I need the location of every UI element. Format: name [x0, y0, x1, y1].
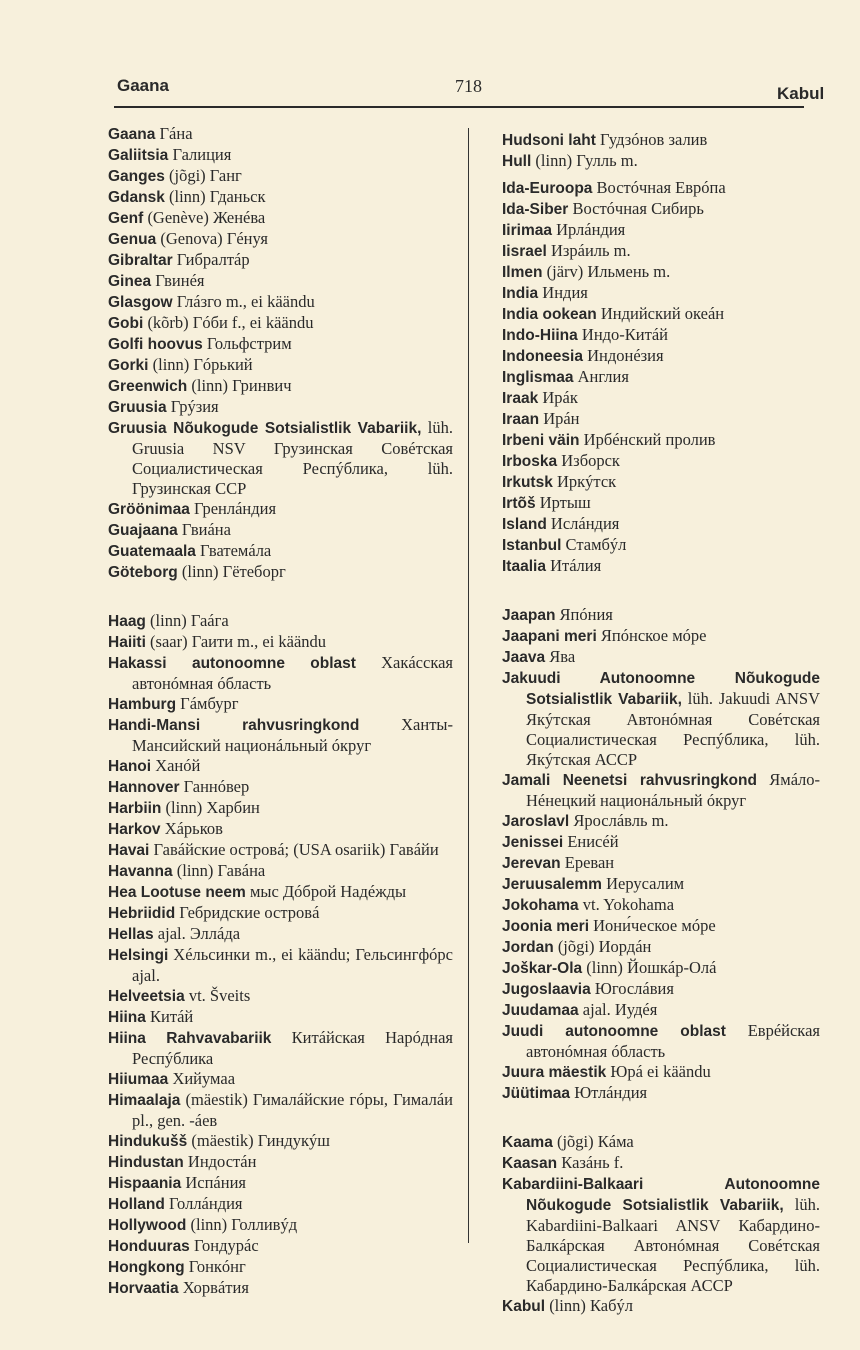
dictionary-entry [108, 777, 453, 798]
entry-translation: Ява [545, 647, 576, 666]
entry-translation: Гвинéя [151, 271, 205, 290]
entry-translation: Хийумаа [168, 1069, 236, 1088]
entry-headword: Galiitsia [108, 147, 169, 164]
dictionary-entry [502, 668, 820, 770]
dictionary-entry [502, 1062, 820, 1083]
dictionary-entry [108, 376, 453, 397]
entry-headword: Gruusia [108, 399, 167, 416]
entry-headword: Guajaana [108, 522, 178, 539]
column-divider [468, 128, 469, 1243]
entry-translation: Ямáло-Нéнецкий национáльный óкруг [526, 770, 820, 810]
entry-headword: Gorki [108, 357, 149, 374]
dictionary-entry [108, 187, 453, 208]
entry-translation: Гáна [155, 124, 193, 143]
entry-translation: (linn) Харбин [161, 798, 260, 817]
dictionary-entry [502, 958, 820, 979]
dictionary-entry [108, 520, 453, 541]
entry-headword: Golfi hoovus [108, 336, 203, 353]
entry-headword: Ilmen [502, 264, 543, 281]
entry-headword: Handi-Mansi rahvusringkond [108, 717, 360, 734]
entry-translation: (linn) Кабýл [545, 1296, 633, 1315]
entry-headword: Itaalia [502, 558, 546, 575]
dictionary-entry [502, 605, 820, 626]
dictionary-entry [108, 334, 453, 355]
entry-headword: Irtõš [502, 495, 536, 512]
entry-translation: lüh. Gruusia NSV Грузинская Совéтская Социалистическая Респýблика, lüh. Грузинская ССР [132, 418, 453, 498]
entry-headword: Greenwich [108, 378, 188, 395]
dictionary-entry [108, 397, 453, 418]
entry-translation: Хорвáтия [178, 1278, 249, 1297]
dictionary-entry [108, 715, 453, 756]
entry-headword: Harbiin [108, 800, 162, 817]
entry-headword: Hindukušš [108, 1133, 188, 1150]
entry-headword: Göteborg [108, 564, 178, 581]
entry-translation: Юрá ei käändu [606, 1062, 711, 1081]
entry-headword: Gobi [108, 315, 144, 332]
entry-translation: Ирáн [539, 409, 580, 428]
section-gap [502, 1104, 820, 1132]
entry-translation: (Genève) Женéва [143, 208, 266, 227]
dictionary-entry [502, 451, 820, 472]
dictionary-entry [108, 562, 453, 583]
entry-translation: Глáзго m., ei käändu [172, 292, 315, 311]
entry-headword: Glasgow [108, 294, 173, 311]
entry-headword: Joonia meri [502, 918, 589, 935]
entry-translation: Грýзия [166, 397, 219, 416]
entry-headword: Irkutsk [502, 474, 553, 491]
dictionary-entry [108, 418, 453, 499]
entry-translation: Ирлáндия [551, 220, 626, 239]
entry-translation: Ереван [560, 853, 615, 872]
entry-headword: Irbeni väin [502, 432, 580, 449]
entry-headword: Harkov [108, 821, 161, 838]
dictionary-entry [502, 895, 820, 916]
dictionary-entry [108, 1173, 453, 1194]
dictionary-entry [502, 626, 820, 647]
entry-translation: Индо-Китáй [577, 325, 668, 344]
dictionary-entry [502, 979, 820, 1000]
entry-headword: Himaalaja [108, 1092, 181, 1109]
section-gap [108, 583, 453, 611]
entry-headword: Iirimaa [502, 222, 552, 239]
entry-headword: India ookean [502, 306, 597, 323]
entry-translation: Енисéй [563, 832, 619, 851]
entry-headword: Iisrael [502, 243, 547, 260]
entry-translation: Гватемáла [195, 541, 272, 560]
entry-headword: Ida-Siber [502, 201, 569, 218]
running-head-left: Gaana [117, 76, 169, 95]
entry-headword: Jordan [502, 939, 554, 956]
section-gap [502, 577, 820, 605]
dictionary-entry [108, 840, 453, 861]
entry-translation: Гвиáна [177, 520, 231, 539]
entry-headword: Istanbul [502, 537, 562, 554]
entry-headword: Guatemaala [108, 543, 196, 560]
entry-translation: (linn) Голливýд [186, 1215, 298, 1234]
entry-translation: (linn) Гавáна [172, 861, 266, 880]
entry-translation: Иртыш [535, 493, 591, 512]
dictionary-entry [108, 541, 453, 562]
dictionary-entry [502, 178, 820, 199]
entry-translation: Изрáиль m. [546, 241, 631, 260]
entry-translation: Англия [573, 367, 629, 386]
entry-headword: Hellas [108, 926, 154, 943]
entry-headword: Jugoslaavia [502, 981, 591, 998]
entry-translation: Гренлáндия [189, 499, 277, 518]
entry-translation: Стамбýл [561, 535, 627, 554]
entry-headword: Gdansk [108, 189, 165, 206]
entry-headword: Havai [108, 842, 150, 859]
dictionary-entry [108, 124, 453, 145]
entry-headword: Jeruusalemm [502, 876, 602, 893]
entry-headword: Havanna [108, 863, 173, 880]
dictionary-entry [108, 611, 453, 632]
dictionary-entry [108, 1257, 453, 1278]
dictionary-entry [108, 1069, 453, 1090]
entry-headword: Jaapani meri [502, 628, 597, 645]
entry-headword: Joškar-Ola [502, 960, 583, 977]
dictionary-entry [108, 861, 453, 882]
entry-translation: Итáлия [545, 556, 602, 575]
dictionary-entry [108, 145, 453, 166]
entry-headword: Genua [108, 231, 157, 248]
dictionary-entry [108, 1236, 453, 1257]
entry-headword: Jaroslavl [502, 813, 570, 830]
dictionary-entry [502, 556, 820, 577]
entry-headword: Hudsoni laht [502, 132, 596, 149]
dictionary-entry [502, 472, 820, 493]
dictionary-entry [502, 130, 820, 151]
entry-translation: (linn) Гулль m. [531, 151, 638, 170]
entry-headword: Jamali Neenetsi rahvusringkond [502, 772, 757, 789]
dictionary-entry [108, 292, 453, 313]
entry-translation: Гавáйские островá; (USA osariik) Гавáйи [149, 840, 439, 859]
dictionary-entry [502, 937, 820, 958]
entry-translation: ajal. Иудéя [578, 1000, 658, 1019]
dictionary-entry [502, 1153, 820, 1174]
entry-headword: Hull [502, 153, 532, 170]
dictionary-entry [502, 430, 820, 451]
entry-translation: Гáмбург [176, 694, 239, 713]
dictionary-entry [108, 1152, 453, 1173]
entry-headword: Island [502, 516, 547, 533]
entry-headword: Kabardiini-Balkaari Autonoomne Nõukogude Sotsialistlik Vabariik, [502, 1176, 820, 1214]
dictionary-entry [108, 632, 453, 653]
entry-translation: Индийский океáн [596, 304, 725, 323]
dictionary-entry [502, 304, 820, 325]
dictionary-entry [108, 1278, 453, 1299]
dictionary-entry [108, 903, 453, 924]
entry-translation: (linn) Йошкáр-Олá [582, 958, 717, 977]
dictionary-entry [502, 151, 820, 172]
entry-translation: Востóчная Еврóпа [592, 178, 726, 197]
dictionary-entry [108, 1007, 453, 1028]
entry-translation: Китáй [145, 1007, 194, 1026]
entry-translation: Иони́ческое мóре [589, 916, 716, 935]
dictionary-entry [502, 409, 820, 430]
dictionary-entry [108, 1090, 453, 1131]
entry-headword: Hiina Rahvavabariik [108, 1030, 272, 1047]
entry-translation: Ислáндия [546, 514, 620, 533]
entry-headword: Hamburg [108, 696, 177, 713]
entry-headword: Jaava [502, 649, 546, 666]
entry-translation: Востóчная Сибирь [568, 199, 704, 218]
entry-translation: Ярослáвль m. [569, 811, 669, 830]
entry-headword: Inglismaa [502, 369, 574, 386]
entry-translation: Ирбéнский пролив [579, 430, 716, 449]
dictionary-entry [502, 1174, 820, 1296]
entry-headword: Gaana [108, 126, 156, 143]
dictionary-entry [502, 1296, 820, 1317]
entry-translation: Гибралтáр [172, 250, 250, 269]
entry-headword: Haag [108, 613, 146, 630]
entry-translation: (linn) Гаáга [145, 611, 229, 630]
entry-headword: Honduuras [108, 1238, 190, 1255]
dictionary-entry [108, 756, 453, 777]
entry-headword: Hea Lootuse neem [108, 884, 246, 901]
entry-translation: (linn) Гóрький [148, 355, 253, 374]
entry-headword: Ginea [108, 273, 152, 290]
entry-translation: (Genova) Гéнуя [156, 229, 268, 248]
entry-translation: Китáйская Нарóдная Респýблика [132, 1028, 453, 1068]
dictionary-entry [502, 514, 820, 535]
entry-headword: Indoneesia [502, 348, 583, 365]
dictionary-entry [502, 874, 820, 895]
entry-headword: Hindustan [108, 1154, 184, 1171]
entry-headword: Holland [108, 1196, 165, 1213]
dictionary-entry [502, 199, 820, 220]
dictionary-entry [108, 945, 453, 986]
entry-translation: Гондурáс [189, 1236, 259, 1255]
dictionary-entry [108, 499, 453, 520]
entry-translation: Галиция [168, 145, 232, 164]
dictionary-entry [502, 367, 820, 388]
dictionary-entry [108, 313, 453, 334]
entry-translation: Хáрьков [160, 819, 223, 838]
entry-translation: (jõgi) Ганг [164, 166, 242, 185]
entry-headword: Jerevan [502, 855, 561, 872]
entry-translation: (saar) Гаити m., ei käändu [145, 632, 327, 651]
entry-translation: (linn) Гданьск [164, 187, 266, 206]
entry-headword: Kaasan [502, 1155, 558, 1172]
dictionary-entry [502, 647, 820, 668]
dictionary-entry [108, 694, 453, 715]
entry-translation: vt. Šveits [184, 986, 251, 1005]
entry-translation: Хéльсинки m., ei käändu; Гельсингфóрс ajal. [132, 945, 453, 985]
entry-translation: Ганнóвер [179, 777, 250, 796]
entry-translation: Иерусалим [601, 874, 685, 893]
running-head-right: Kabul [777, 84, 825, 103]
entry-headword: Helveetsia [108, 988, 185, 1005]
entry-headword: Jakuudi Autonoomne Nõukogude Sotsialistlik Vabariik, [502, 670, 820, 708]
right-column [502, 130, 820, 1317]
dictionary-entry [108, 1215, 453, 1236]
entry-headword: Genf [108, 210, 144, 227]
entry-translation: (järv) Ильмень m. [542, 262, 671, 281]
entry-translation: (jõgi) Кáма [552, 1132, 634, 1151]
entry-headword: Hispaania [108, 1175, 182, 1192]
header-rule [114, 106, 804, 108]
entry-headword: Ganges [108, 168, 165, 185]
dictionary-entry [502, 1021, 820, 1062]
dictionary-entry [108, 653, 453, 694]
entry-headword: Jokohama [502, 897, 579, 914]
dictionary-entry [108, 229, 453, 250]
entry-translation: lüh. Jakuudi ANSV Якýтская Автонóмная Совéтская Социалистическая Респýблика, lüh. Якýтская АССР [526, 689, 820, 769]
entry-headword: Jenissei [502, 834, 564, 851]
entry-translation: Гебридские островá [175, 903, 320, 922]
entry-translation: Япóнское мóре [596, 626, 707, 645]
entry-headword: Juudamaa [502, 1002, 579, 1019]
dictionary-entry [108, 250, 453, 271]
dictionary-entry [502, 770, 820, 811]
entry-translation: Иркýтск [552, 472, 617, 491]
entry-translation: Ханты-Мансийский национáльный óкруг [132, 715, 453, 755]
entry-headword: Gibraltar [108, 252, 173, 269]
dictionary-entry [502, 220, 820, 241]
dictionary-entry [502, 1132, 820, 1153]
dictionary-entry [502, 241, 820, 262]
entry-headword: Juudi autonoomne oblast [502, 1023, 726, 1040]
dictionary-entry [108, 1028, 453, 1069]
entry-translation: (kõrb) Гóби f., ei käändu [143, 313, 314, 332]
entry-translation: Ирáк [538, 388, 578, 407]
entry-headword: Kaama [502, 1134, 553, 1151]
dictionary-entry [108, 798, 453, 819]
dictionary-entry [108, 986, 453, 1007]
entry-translation: lüh. Kabardiini-Balkaari ANSV Кабардино-Балкáрская Автонóмная Совéтская Социалистическая Респýблика, lüh. Кабардино-Балкáрская АССР [526, 1195, 821, 1295]
entry-translation: vt. Yokohama [578, 895, 675, 914]
entry-translation: Индостáн [183, 1152, 257, 1171]
dictionary-entry [502, 388, 820, 409]
entry-translation: Индия [538, 283, 588, 302]
entry-headword: India [502, 285, 539, 302]
entry-translation: Индонéзия [582, 346, 664, 365]
entry-headword: Hiina [108, 1009, 146, 1026]
dictionary-entry [108, 355, 453, 376]
entry-headword: Jüütimaa [502, 1085, 571, 1102]
entry-translation: (linn) Гринвич [187, 376, 292, 395]
entry-headword: Hebriidid [108, 905, 176, 922]
entry-translation: Хакáсская автонóмная óбласть [132, 653, 454, 693]
dictionary-entry [108, 271, 453, 292]
dictionary-entry [502, 853, 820, 874]
entry-translation: Испáния [181, 1173, 247, 1192]
dictionary-entry [502, 1000, 820, 1021]
entry-headword: Hanoi [108, 758, 152, 775]
entry-translation: Япóния [555, 605, 613, 624]
dictionary-entry [108, 924, 453, 945]
entry-headword: Jaapan [502, 607, 556, 624]
entry-headword: Indo-Hiina [502, 327, 578, 344]
entry-headword: Irboska [502, 453, 558, 470]
dictionary-entry [502, 916, 820, 937]
dictionary-entry [502, 262, 820, 283]
entry-headword: Gröönimaa [108, 501, 190, 518]
entry-translation: Голлáндия [164, 1194, 243, 1213]
entry-headword: Hakassi autonoomne oblast [108, 655, 356, 672]
entry-headword: Haiiti [108, 634, 146, 651]
dictionary-entry [502, 346, 820, 367]
entry-translation: Казáнь f. [557, 1153, 624, 1172]
dictionary-entry [108, 882, 453, 903]
entry-translation: Ютлáндия [570, 1083, 648, 1102]
dictionary-entry [502, 832, 820, 853]
dictionary-entry [502, 811, 820, 832]
dictionary-entry [108, 1194, 453, 1215]
entry-headword: Iraak [502, 390, 539, 407]
entry-translation: Югослáвия [590, 979, 674, 998]
dictionary-entry [108, 1131, 453, 1152]
dictionary-entry [502, 283, 820, 304]
dictionary-entry [502, 325, 820, 346]
entry-translation: Гольфстрим [202, 334, 292, 353]
entry-translation: ajal. Эллáда [153, 924, 241, 943]
entry-translation: Ханóй [151, 756, 201, 775]
entry-translation: мыс Дóброй Надéжды [245, 882, 407, 901]
entry-headword: Hannover [108, 779, 180, 796]
entry-headword: Hollywood [108, 1217, 187, 1234]
entry-headword: Hongkong [108, 1259, 185, 1276]
entry-translation: Еврéйская автонóмная óбласть [526, 1021, 820, 1061]
dictionary-entry [108, 208, 453, 229]
entry-headword: Kabul [502, 1298, 546, 1315]
left-column [108, 124, 453, 1299]
entry-translation: (mäestik) Гималáйские гóры, Гималáи pl., gen. -áев [132, 1090, 453, 1130]
entry-translation: Гонкóнг [184, 1257, 246, 1276]
entry-translation: (mäestik) Гиндукýш [187, 1131, 330, 1150]
entry-headword: Juura mäestik [502, 1064, 607, 1081]
dictionary-entry [502, 535, 820, 556]
page-number: 718 [455, 76, 482, 96]
entry-translation: (linn) Гётеборг [177, 562, 286, 581]
entry-headword: Horvaatia [108, 1280, 179, 1297]
entry-headword: Ida-Euroopa [502, 180, 593, 197]
entry-headword: Gruusia Nõukogude Sotsialistlik Vabariik, [108, 420, 422, 437]
entry-translation: (jõgi) Иордáн [553, 937, 652, 956]
entry-headword: Hiiumaa [108, 1071, 169, 1088]
entry-headword: Iraan [502, 411, 540, 428]
dictionary-entry [108, 166, 453, 187]
entry-translation: Гудзóнов залив [595, 130, 708, 149]
entry-headword: Helsingi [108, 947, 169, 964]
dictionary-entry [502, 1083, 820, 1104]
dictionary-entry [108, 819, 453, 840]
dictionary-entry [502, 493, 820, 514]
entry-translation: Изборск [557, 451, 620, 470]
